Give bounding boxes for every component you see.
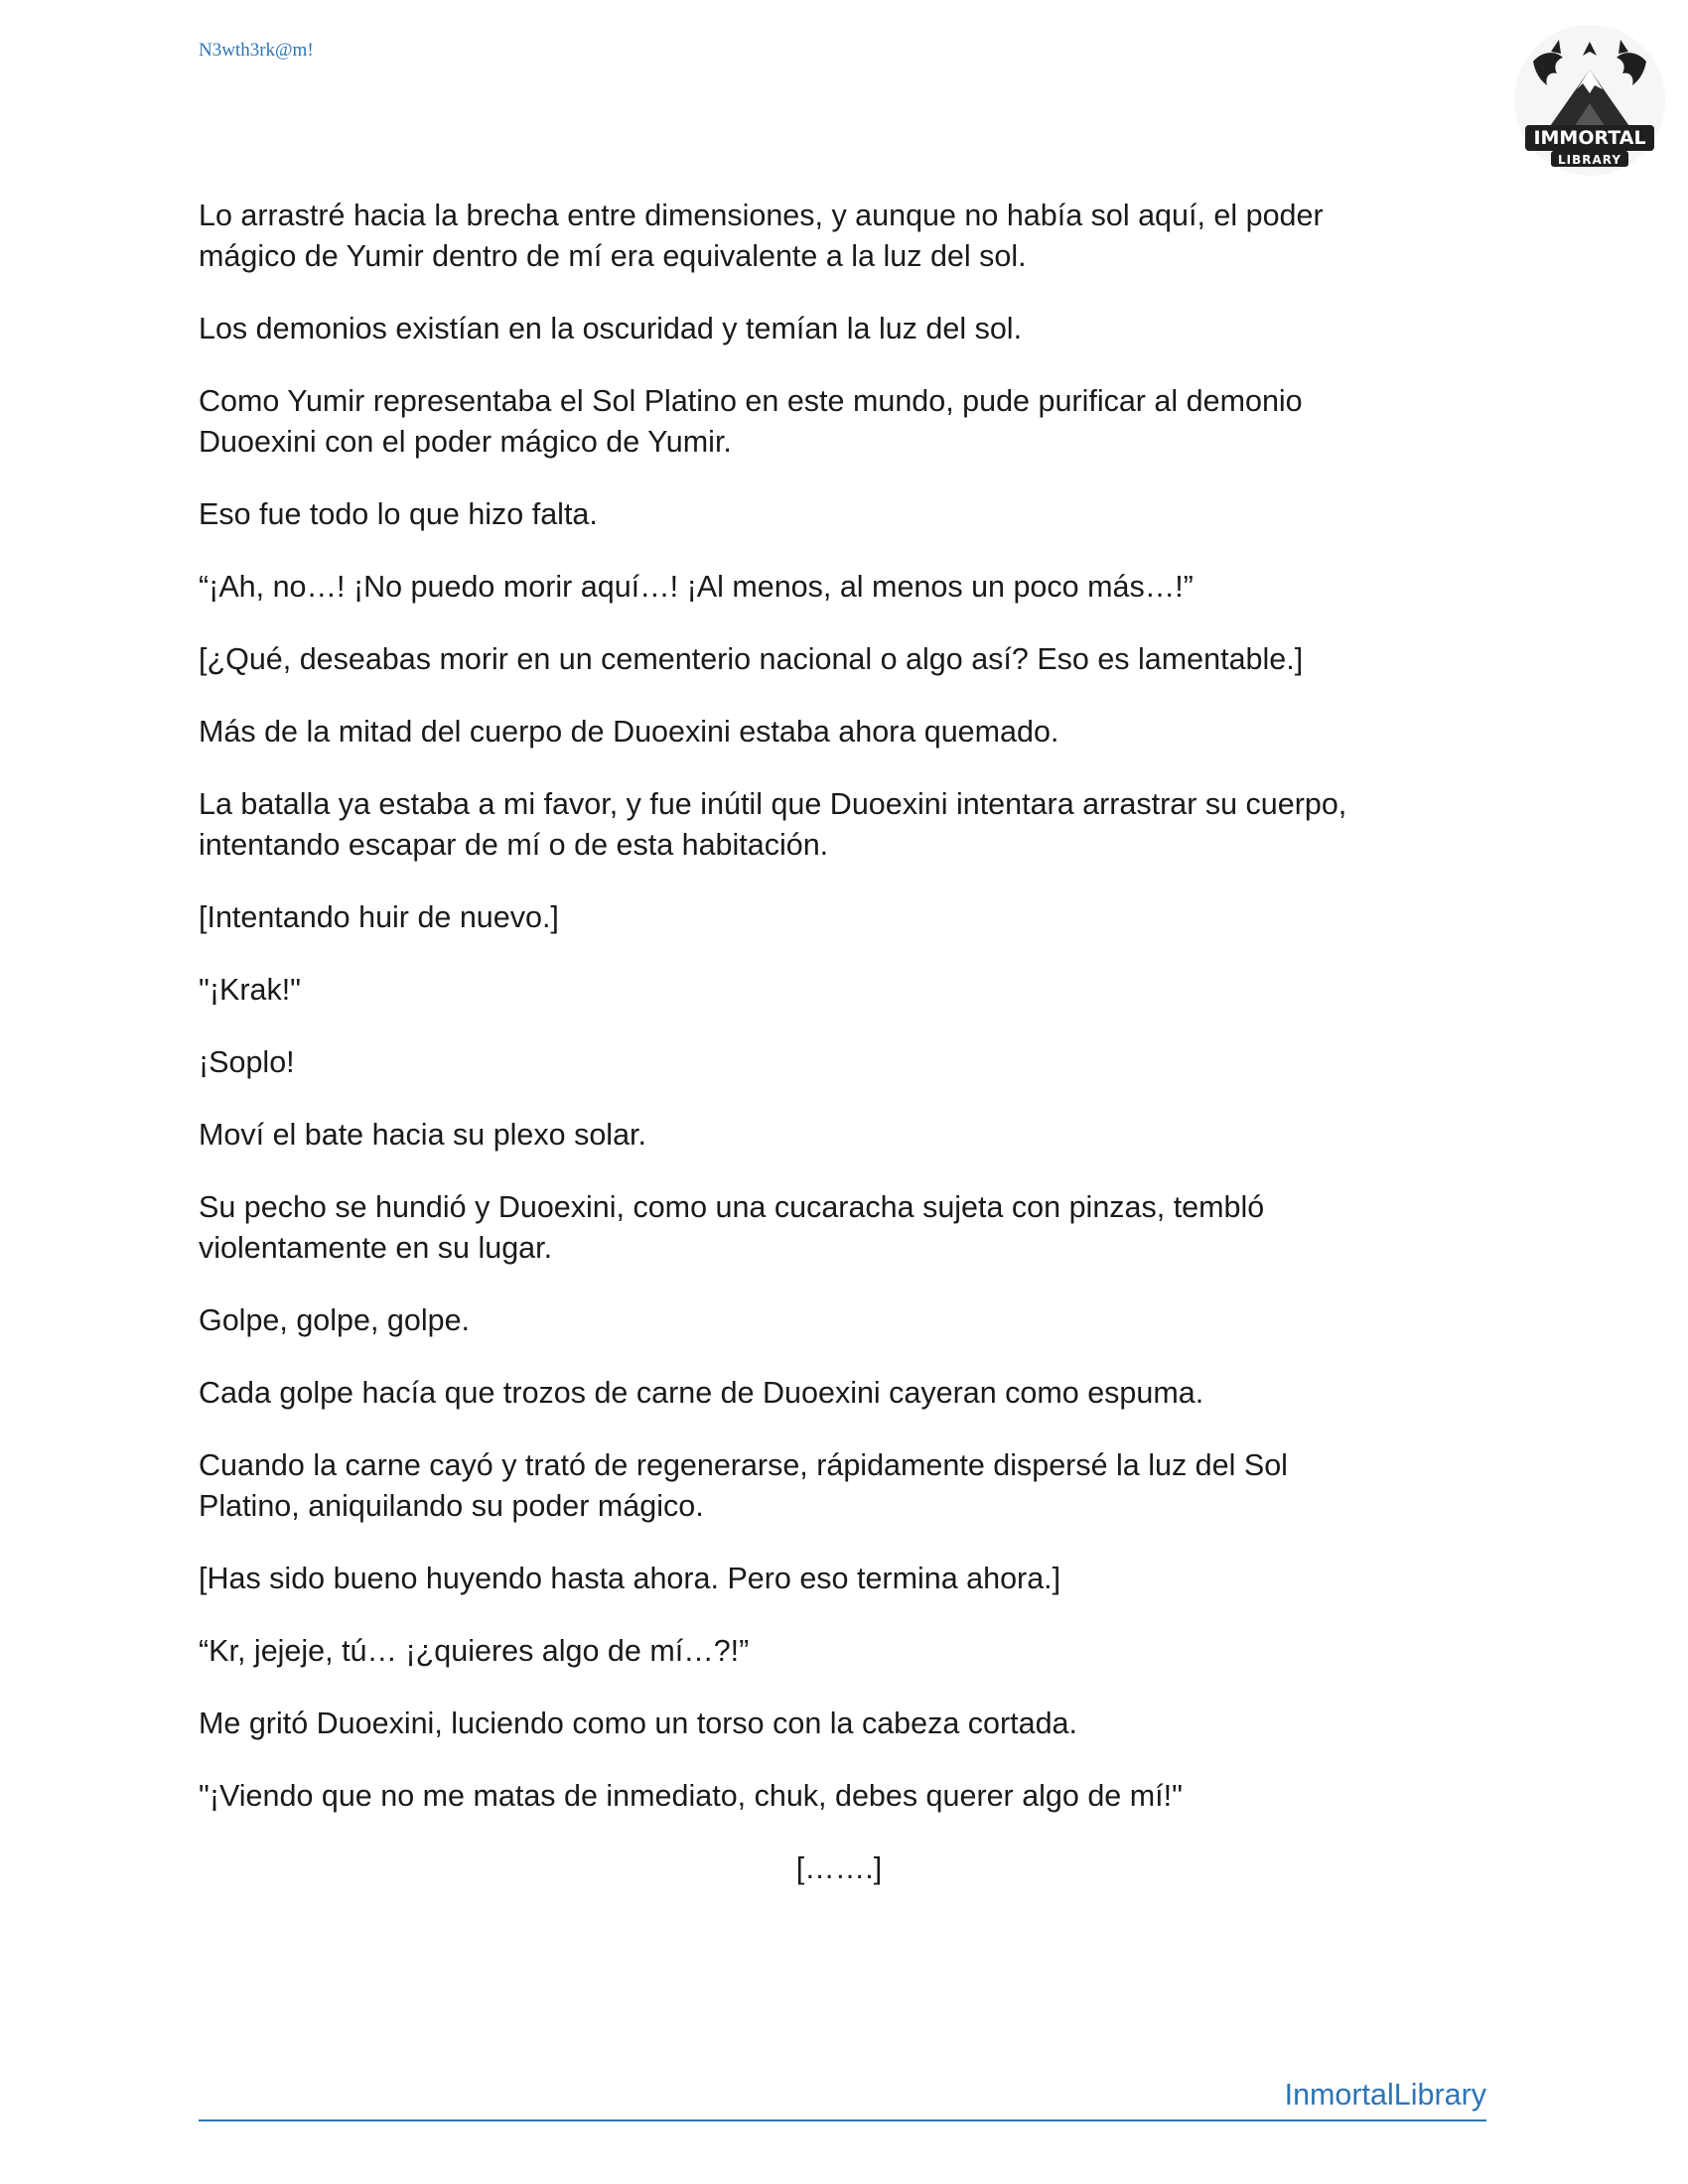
paragraph: [Has sido bueno huyendo hasta ahora. Pero eso termina ahora.] bbox=[199, 1562, 1061, 1595]
paragraph: Su pecho se hundió y Duoexini, como una cucaracha sujeta con pinzas, tembló violentamente en su lugar. bbox=[199, 1190, 1265, 1265]
paragraph: Me gritó Duoexini, luciendo como un torso con la cabeza cortada. bbox=[199, 1706, 1077, 1740]
paragraph: ¡Soplo! bbox=[199, 1045, 295, 1079]
paragraph: Golpe, golpe, golpe. bbox=[199, 1303, 471, 1337]
paragraph: “Kr, jejeje, tú… ¡¿quieres algo de mí…?!” bbox=[199, 1634, 750, 1668]
paragraph: [¿Qué, deseabas morir en un cementerio nacional o algo así? Eso es lamentable.] bbox=[199, 642, 1304, 676]
paragraph: “¡Ah, no…! ¡No puedo morir aquí…! ¡Al menos, al menos un poco más…!” bbox=[199, 570, 1194, 604]
paragraph: Eso fue todo lo que hizo falta. bbox=[199, 497, 598, 531]
paragraph: Cuando la carne cayó y trató de regenerarse, rápidamente dispersé la luz del Sol Platino, aniquilando su poder mágico. bbox=[199, 1448, 1288, 1523]
paragraph: "¡Krak!" bbox=[199, 973, 301, 1007]
scene-break: […….] bbox=[795, 1851, 883, 1885]
logo-title-text: IMMORTAL bbox=[1533, 127, 1646, 149]
logo-subtitle-text: LIBRARY bbox=[1557, 153, 1622, 167]
paragraph: Los demonios existían en la oscuridad y temían la luz del sol. bbox=[199, 312, 1023, 345]
paragraph: [Intentando huir de nuevo.] bbox=[199, 900, 559, 934]
immortal-library-logo bbox=[1511, 22, 1668, 179]
document-body bbox=[199, 196, 1479, 1921]
footer-divider bbox=[199, 2119, 1486, 2121]
header-watermark-text: N3wth3rk@m! bbox=[199, 40, 314, 61]
paragraph: Moví el bate hacia su plexo solar. bbox=[199, 1118, 646, 1152]
paragraph: Cada golpe hacía que trozos de carne de Duoexini cayeran como espuma. bbox=[199, 1376, 1204, 1410]
footer-inmortal-library-link[interactable]: InmortalLibrary bbox=[1284, 2078, 1486, 2112]
paragraph: Más de la mitad del cuerpo de Duoexini estaba ahora quemado. bbox=[199, 715, 1059, 749]
paragraph: La batalla ya estaba a mi favor, y fue inútil que Duoexini intentara arrastrar su cuerpo, intentando escapar de mí o de esta habitación. bbox=[199, 787, 1347, 862]
paragraph: "¡Viendo que no me matas de inmediato, chuk, debes querer algo de mí!" bbox=[199, 1779, 1183, 1813]
dragon-crest-icon bbox=[1511, 22, 1668, 179]
paragraph: Como Yumir representaba el Sol Platino en este mundo, pude purificar al demonio Duoexini con el poder mágico de Yumir. bbox=[199, 384, 1303, 459]
paragraph: Lo arrastré hacia la brecha entre dimensiones, y aunque no había sol aquí, el poder mágico de Yumir dentro de mí era equivalente a la luz del sol. bbox=[199, 199, 1324, 273]
